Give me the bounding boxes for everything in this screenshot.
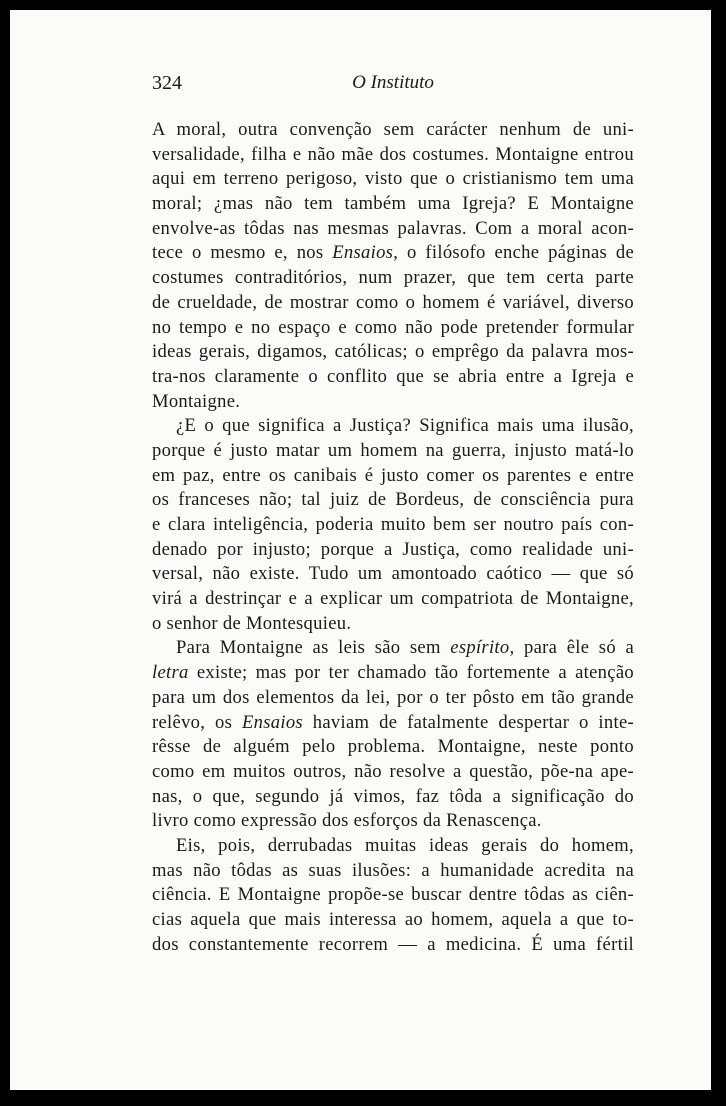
text-line: o senhor de Montesquieu. [152, 612, 352, 634]
text-line: livro como expressão dos esforços da Renascença. [152, 810, 542, 832]
text-line: de crueldade, de mostrar como o homem é variável, diverso [152, 291, 634, 313]
text-line: nas, o que, segundo já vimos, faz tôda a significação do [152, 785, 634, 807]
text-line: e clara inteligência, poderia muito bem ser noutro país con- [152, 514, 634, 535]
book-page [10, 10, 711, 1090]
running-title: O Instituto [352, 72, 434, 93]
text-line: ideas gerais, digamos, católicas; o emprêgo da palavra mos- [152, 341, 634, 363]
text-line: ¿E o que significa a Justiça? Significa mais uma ilusão, [176, 415, 634, 437]
text-line: porque é justo matar um homem na guerra, injusto matá-lo [152, 439, 634, 461]
paragraph [152, 414, 634, 636]
text-line: em paz, entre os canibais é justo comer os parentes e entre [152, 464, 634, 486]
text-line: costumes contraditórios, num prazer, que tem certa parte [152, 267, 634, 289]
text-line: rêsse de alguém pelo problema. Montaigne, neste ponto [152, 736, 634, 758]
page-header [152, 72, 634, 102]
page-number: 324 [152, 72, 182, 94]
text-line: relêvo, os Ensaios haviam de fatalmente despertar o inte- [152, 711, 634, 733]
text-line: cias aquela que mais interessa ao homem, aquela a que to- [152, 909, 634, 930]
paragraph [152, 118, 634, 414]
text-line: letra existe; mas por ter chamado tão fortemente a atenção [152, 662, 634, 684]
text-line: moral; ¿mas não tem também uma Igreja? E Montaigne [152, 193, 634, 215]
text-line: envolve-as tôdas nas mesmas palavras. Com a moral acon- [152, 217, 634, 239]
text-line: para um dos elementos da lei, por o ter pôsto em tão grande [152, 686, 634, 708]
italic-text: Ensaios [332, 242, 394, 264]
text-line: versalidade, filha e não mãe dos costumes. Montaigne entrou [152, 143, 634, 165]
text-line: ciência. E Montaigne propõe-se buscar dentre tôdas as ciên- [152, 884, 634, 906]
text-line: Eis, pois, derrubadas muitas ideas gerais do homem, [176, 834, 634, 856]
text-line: os franceses não; tal juiz de Bordeus, de consciência pura [152, 489, 634, 511]
text-line: tra-nos claramente o conflito que se abria entre a Igreja e [152, 365, 634, 387]
text-line: aqui em terreno perigoso, visto que o cristianismo tem uma [152, 168, 634, 190]
italic-text: espírito, [450, 637, 515, 659]
body-text [152, 118, 634, 957]
text-line: como em muitos outros, não resolve a questão, põe-na ape- [152, 760, 634, 782]
text-line: virá a destrinçar e a explicar um compatriota de Montaigne, [152, 588, 634, 610]
paragraph [152, 636, 634, 834]
text-line: mas não tôdas as suas ilusões: a humanidade acredita na [152, 859, 634, 881]
text-line: dos constantemente recorrem — a medicina. É uma fértil [152, 933, 634, 955]
text-line: denado por injusto; porque a Justiça, como realidade uni- [152, 538, 634, 560]
text-line: tece o mesmo e, nos Ensaios, o filósofo enche páginas de [152, 242, 634, 264]
text-line: Para Montaigne as leis são sem espírito, para êle só a [176, 637, 634, 659]
text-line: A moral, outra convenção sem carácter nenhum de uni- [152, 119, 634, 140]
italic-text: letra [152, 662, 189, 684]
italic-text: Ensaios [241, 711, 303, 733]
text-line: no tempo e no espaço e como não pode pretender formular [152, 316, 634, 338]
text-line: Montaigne. [152, 390, 241, 412]
paragraph [152, 834, 634, 957]
text-line: versal, não existe. Tudo um amontoado caótico — que só [152, 563, 634, 585]
